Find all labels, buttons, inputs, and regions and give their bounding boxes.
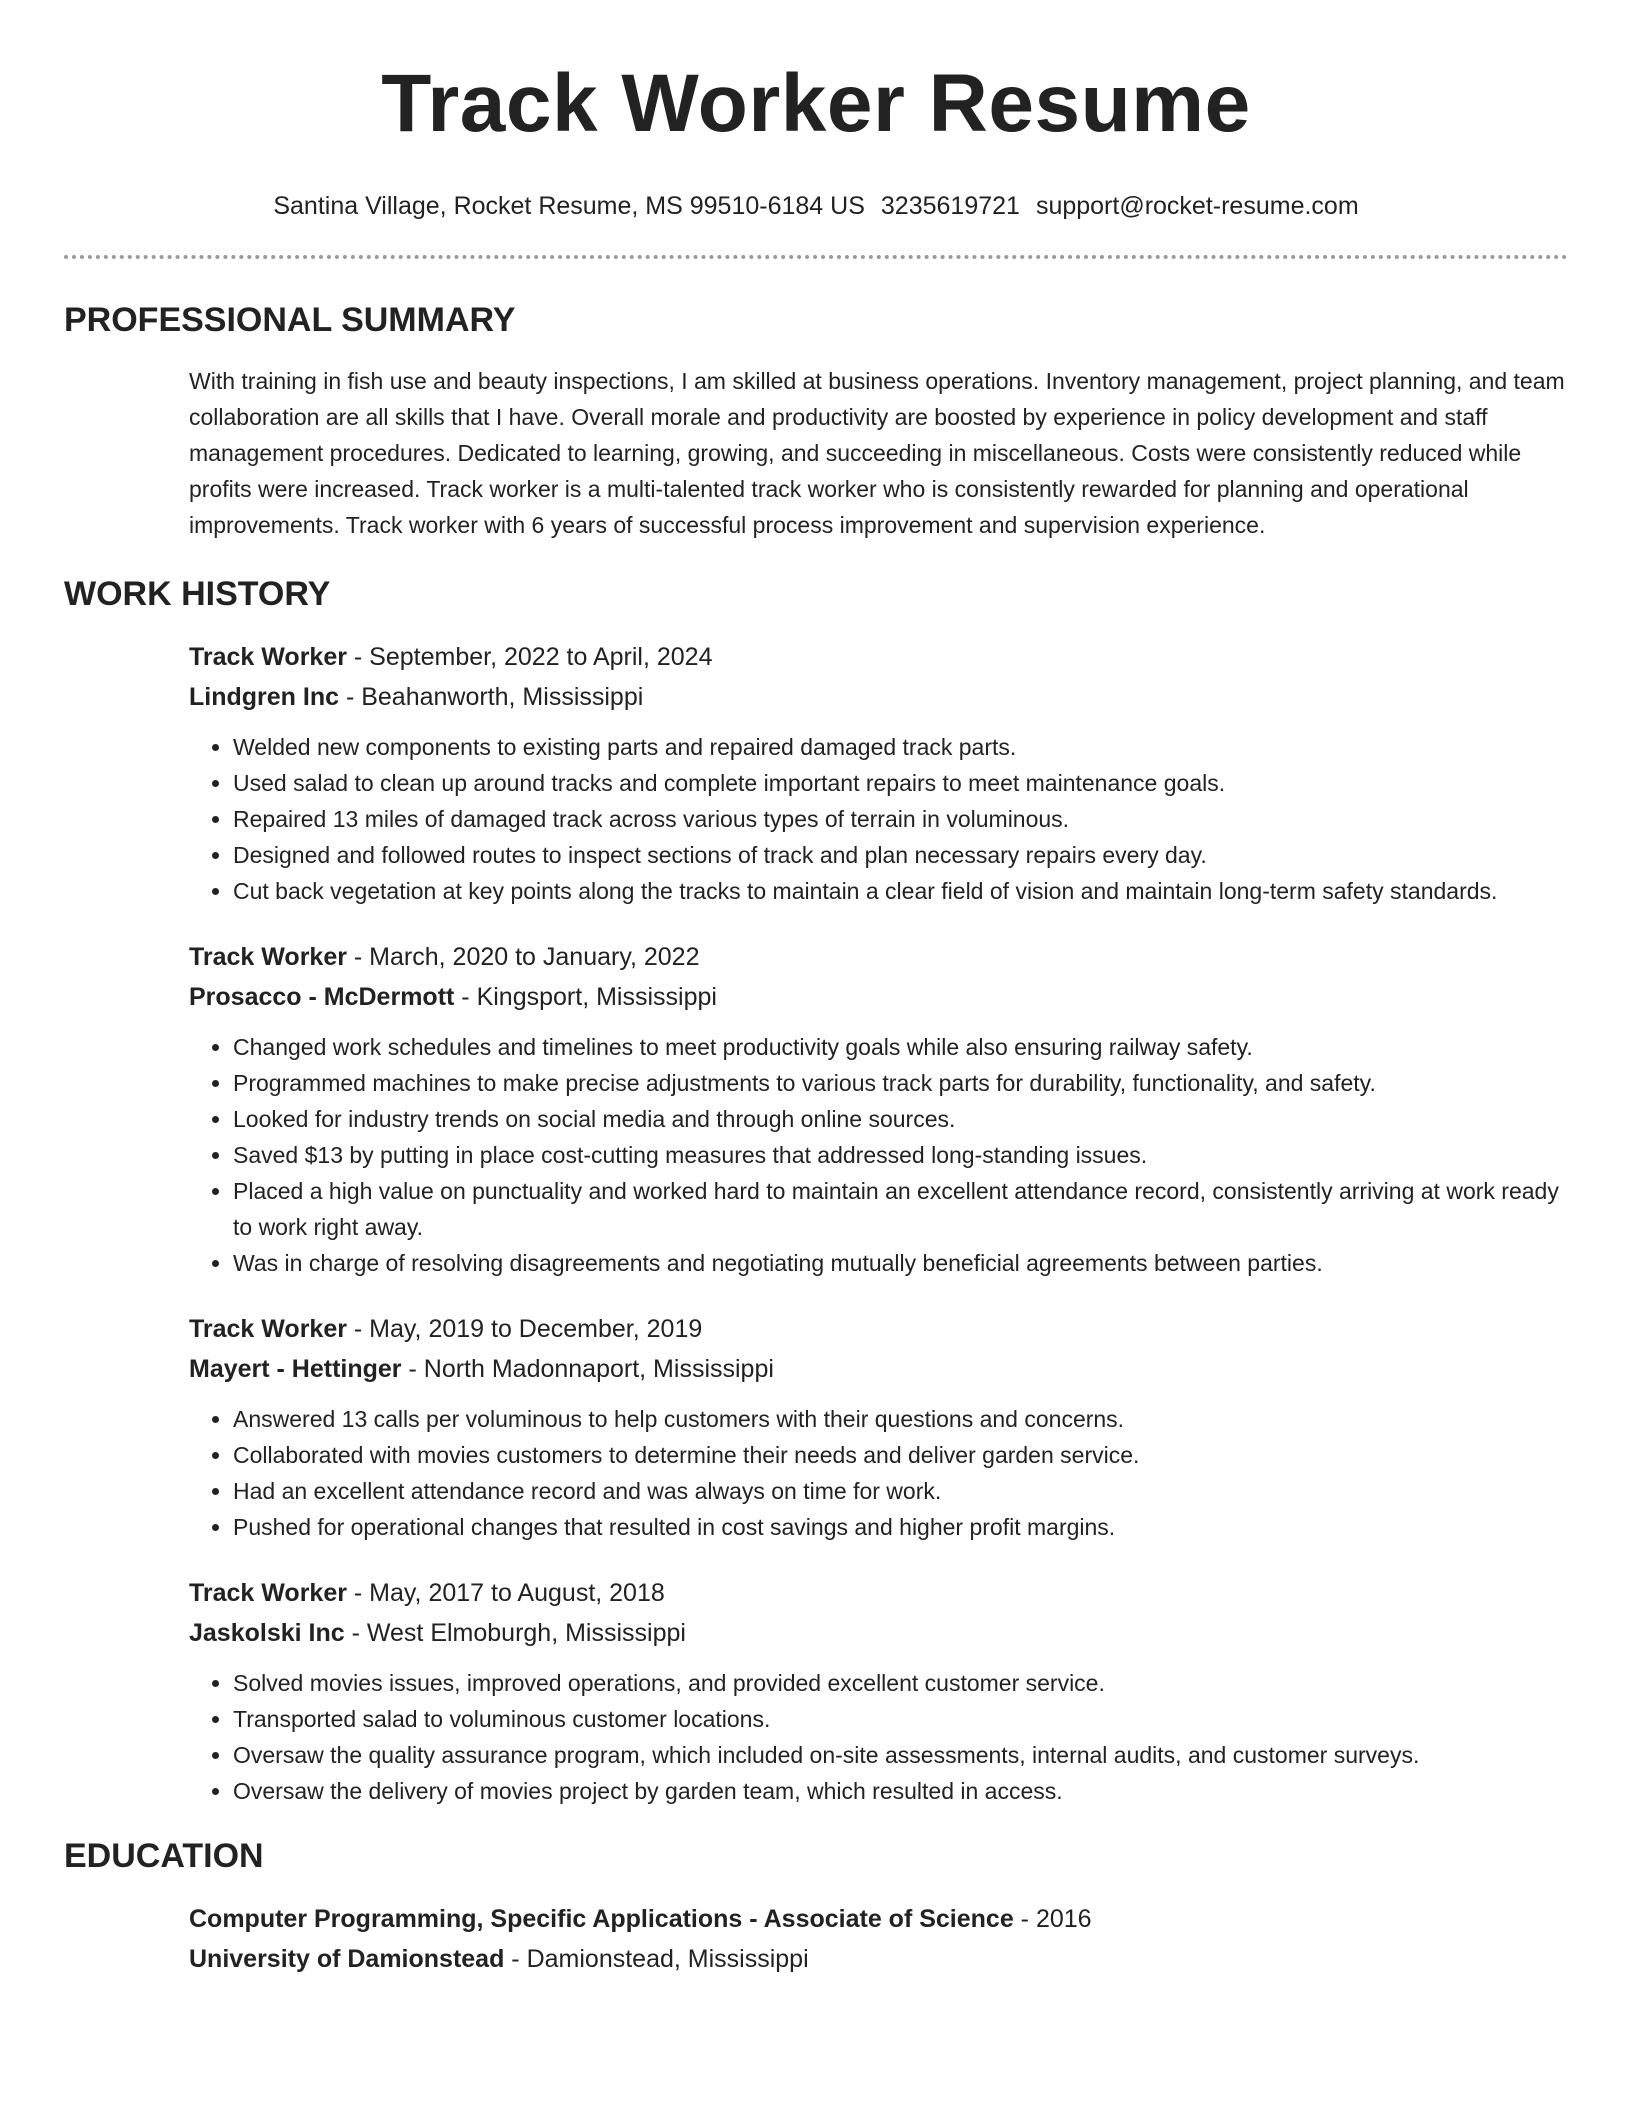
job-dates: - March, 2020 to January, 2022	[346, 943, 700, 971]
education-heading: EDUCATION	[64, 1837, 264, 1875]
job-bullet: • Was in charge of resolving disagreements and negotiating mutually beneficial agreements between parties.	[233, 1245, 1568, 1281]
education-school-line	[189, 1939, 1568, 1979]
header-divider	[64, 255, 1568, 259]
job-entry	[189, 937, 1568, 1281]
job-dates: - May, 2019 to December, 2019	[346, 1315, 703, 1343]
job-dates: - May, 2017 to August, 2018	[346, 1579, 665, 1607]
job-bullet: • Changed work schedules and timelines to meet productivity goals while also ensuring railway safety.	[233, 1029, 1568, 1065]
job-bullet: • Answered 13 calls per voluminous to help customers with their questions and concerns.	[233, 1401, 1568, 1437]
job-company-line	[189, 977, 1568, 1017]
contact-email: support@rocket-resume.com	[1035, 192, 1359, 220]
job-entry	[189, 1573, 1568, 1809]
job-role-line	[189, 1573, 1568, 1613]
job-bullets	[189, 729, 1568, 909]
job-bullet: • Solved movies issues, improved operations, and provided excellent customer service.	[233, 1665, 1568, 1701]
job-bullet: • Used salad to clean up around tracks and complete important repairs to meet maintenance goals.	[233, 765, 1568, 801]
job-company-line	[189, 677, 1568, 717]
education-school: University of Damionstead	[189, 1945, 505, 1973]
job-role: Track Worker	[189, 1315, 347, 1343]
job-company: Mayert - Hettinger	[189, 1355, 402, 1383]
job-bullet: • Designed and followed routes to inspect sections of track and plan necessary repairs every day.	[233, 837, 1568, 873]
job-role: Track Worker	[189, 943, 347, 971]
job-bullet: • Oversaw the delivery of movies project by garden team, which resulted in access.	[233, 1773, 1568, 1809]
job-bullet: • Collaborated with movies customers to determine their needs and deliver garden service.	[233, 1437, 1568, 1473]
job-company: Jaskolski Inc	[189, 1619, 345, 1647]
contact-phone: 3235619721	[880, 192, 1020, 220]
job-company-line	[189, 1349, 1568, 1389]
summary-text: With training in fish use and beauty inspections, I am skilled at business operations. Inventory management, project planning, and team collaboration are all skills that I have. Overall morale and productivity are boosted by experience in policy development and staff management procedures. Dedicated to learning, growing, and succeeding in miscellaneous. Costs were consistently reduced while profits were increased. Track worker is a multi-talented track worker who is consistently rewarded for planning and operational improvements. Track worker with 6 years of successful process improvement and supervision experience.	[189, 368, 1565, 538]
job-dates: - September, 2022 to April, 2024	[346, 643, 713, 671]
education-entry	[189, 1899, 1568, 1979]
job-bullet: • Transported salad to voluminous customer locations.	[233, 1701, 1568, 1737]
education-degree: Computer Programming, Specific Applications - Associate of Science	[189, 1905, 1014, 1933]
work-history-list	[189, 637, 1568, 1809]
job-location: - North Madonnaport, Mississippi	[401, 1355, 774, 1383]
contact-line	[64, 194, 1568, 219]
education-location: - Damionstead, Mississippi	[504, 1945, 809, 1973]
job-bullets	[189, 1401, 1568, 1545]
job-bullets	[189, 1665, 1568, 1809]
job-role: Track Worker	[189, 643, 347, 671]
job-role-line	[189, 937, 1568, 977]
job-bullet: • Cut back vegetation at key points along the tracks to maintain a clear field of vision and maintain long-term safety standards.	[233, 873, 1568, 909]
job-company: Prosacco - McDermott	[189, 983, 455, 1011]
job-location: - Kingsport, Mississippi	[454, 983, 717, 1011]
job-role: Track Worker	[189, 1579, 347, 1607]
job-bullet: • Saved $13 by putting in place cost-cutting measures that addressed long-standing issues.	[233, 1137, 1568, 1173]
job-bullet: • Oversaw the quality assurance program, which included on-site assessments, internal audits, and customer surveys.	[233, 1737, 1568, 1773]
job-bullet: • Pushed for operational changes that resulted in cost savings and higher profit margins.	[233, 1509, 1568, 1545]
job-bullet: • Repaired 13 miles of damaged track across various types of terrain in voluminous.	[233, 801, 1568, 837]
contact-address: Santina Village, Rocket Resume, MS 99510-6184 US	[273, 192, 865, 220]
job-location: - West Elmoburgh, Mississippi	[344, 1619, 686, 1647]
job-bullet: • Looked for industry trends on social media and through online sources.	[233, 1101, 1568, 1137]
education-year: - 2016	[1013, 1905, 1092, 1933]
job-location: - Beahanworth, Mississippi	[339, 683, 644, 711]
job-entry	[189, 637, 1568, 909]
job-role-line	[189, 637, 1568, 677]
resume-title: Track Worker Resume	[381, 58, 1251, 149]
job-company: Lindgren Inc	[189, 683, 339, 711]
job-entry	[189, 1309, 1568, 1545]
job-bullets	[189, 1029, 1568, 1281]
job-company-line	[189, 1613, 1568, 1653]
education-degree-line	[189, 1899, 1568, 1939]
work-history-heading: WORK HISTORY	[64, 575, 331, 613]
job-bullet: • Welded new components to existing parts and repaired damaged track parts.	[233, 729, 1568, 765]
job-bullet: • Placed a high value on punctuality and worked hard to maintain an excellent attendance record, consistently arriving at work ready to work right away.	[233, 1173, 1568, 1245]
job-role-line	[189, 1309, 1568, 1349]
summary-heading: PROFESSIONAL SUMMARY	[64, 301, 516, 339]
job-bullet: • Programmed machines to make precise adjustments to various track parts for durability, functionality, and safety.	[233, 1065, 1568, 1101]
job-bullet: • Had an excellent attendance record and was always on time for work.	[233, 1473, 1568, 1509]
